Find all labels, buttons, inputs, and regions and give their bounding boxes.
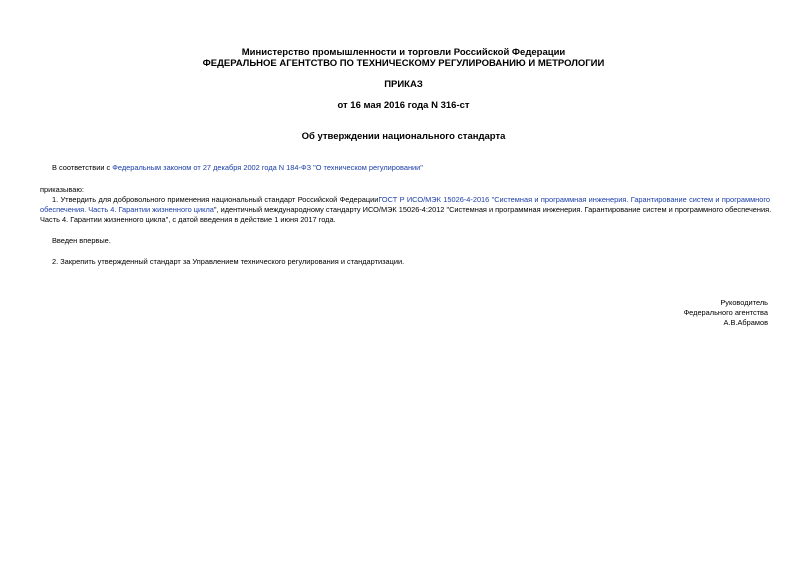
paragraph-1-text: 1. Утвердить для добровольного применения национальный стандарт Российской Федерации — [52, 195, 379, 204]
paragraph-2: 2. Закрепить утвержденный стандарт за Управлением технического регулирования и стандартизации. — [52, 257, 405, 266]
basis-prefix: В соответствии с — [52, 163, 113, 172]
introduced-note: Введен впервые. — [52, 236, 111, 245]
signature-position-line-1: Руководитель — [720, 298, 768, 307]
paragraph-1-line-3: Часть 4. Гарантии жизненного цикла", с датой введения в действие 1 июня 2017 года. — [40, 215, 336, 224]
ministry-title: Министерство промышленности и торговли Российской Федерации — [241, 47, 566, 58]
basis-paragraph — [52, 162, 423, 173]
document-subject: Об утверждении национального стандарта — [301, 131, 506, 142]
signature-name: А.В.Абрамов — [723, 318, 768, 327]
signature-position-line-2: Федерального агентства — [683, 308, 768, 317]
order-word: приказываю: — [40, 185, 84, 194]
document-date-number: от 16 мая 2016 года N 316-ст — [337, 100, 470, 111]
paragraph-1-text-continued: ", идентичный международному стандарту ИСО/МЭК 15026-4:2012 "Системная и программная инженерия. Гарантирование систем и программного обеспечения. — [213, 205, 772, 214]
gost-standard-link[interactable]: ГОСТ Р ИСО/МЭК 15026-4-2016 "Системная и программная инженерия. Гарантирование систем и программного — [378, 195, 770, 204]
document-type: ПРИКАЗ — [384, 79, 423, 90]
gost-standard-link-continued[interactable]: обеспечения. Часть 4. Гарантии жизненного цикла — [40, 205, 214, 214]
federal-law-link[interactable]: Федеральным законом от 27 декабря 2002 года N 184-ФЗ "О техническом регулировании" — [112, 163, 423, 172]
agency-title: ФЕДЕРАЛЬНОЕ АГЕНТСТВО ПО ТЕХНИЧЕСКОМУ РЕГУЛИРОВАНИЮ И МЕТРОЛОГИИ — [202, 58, 605, 69]
